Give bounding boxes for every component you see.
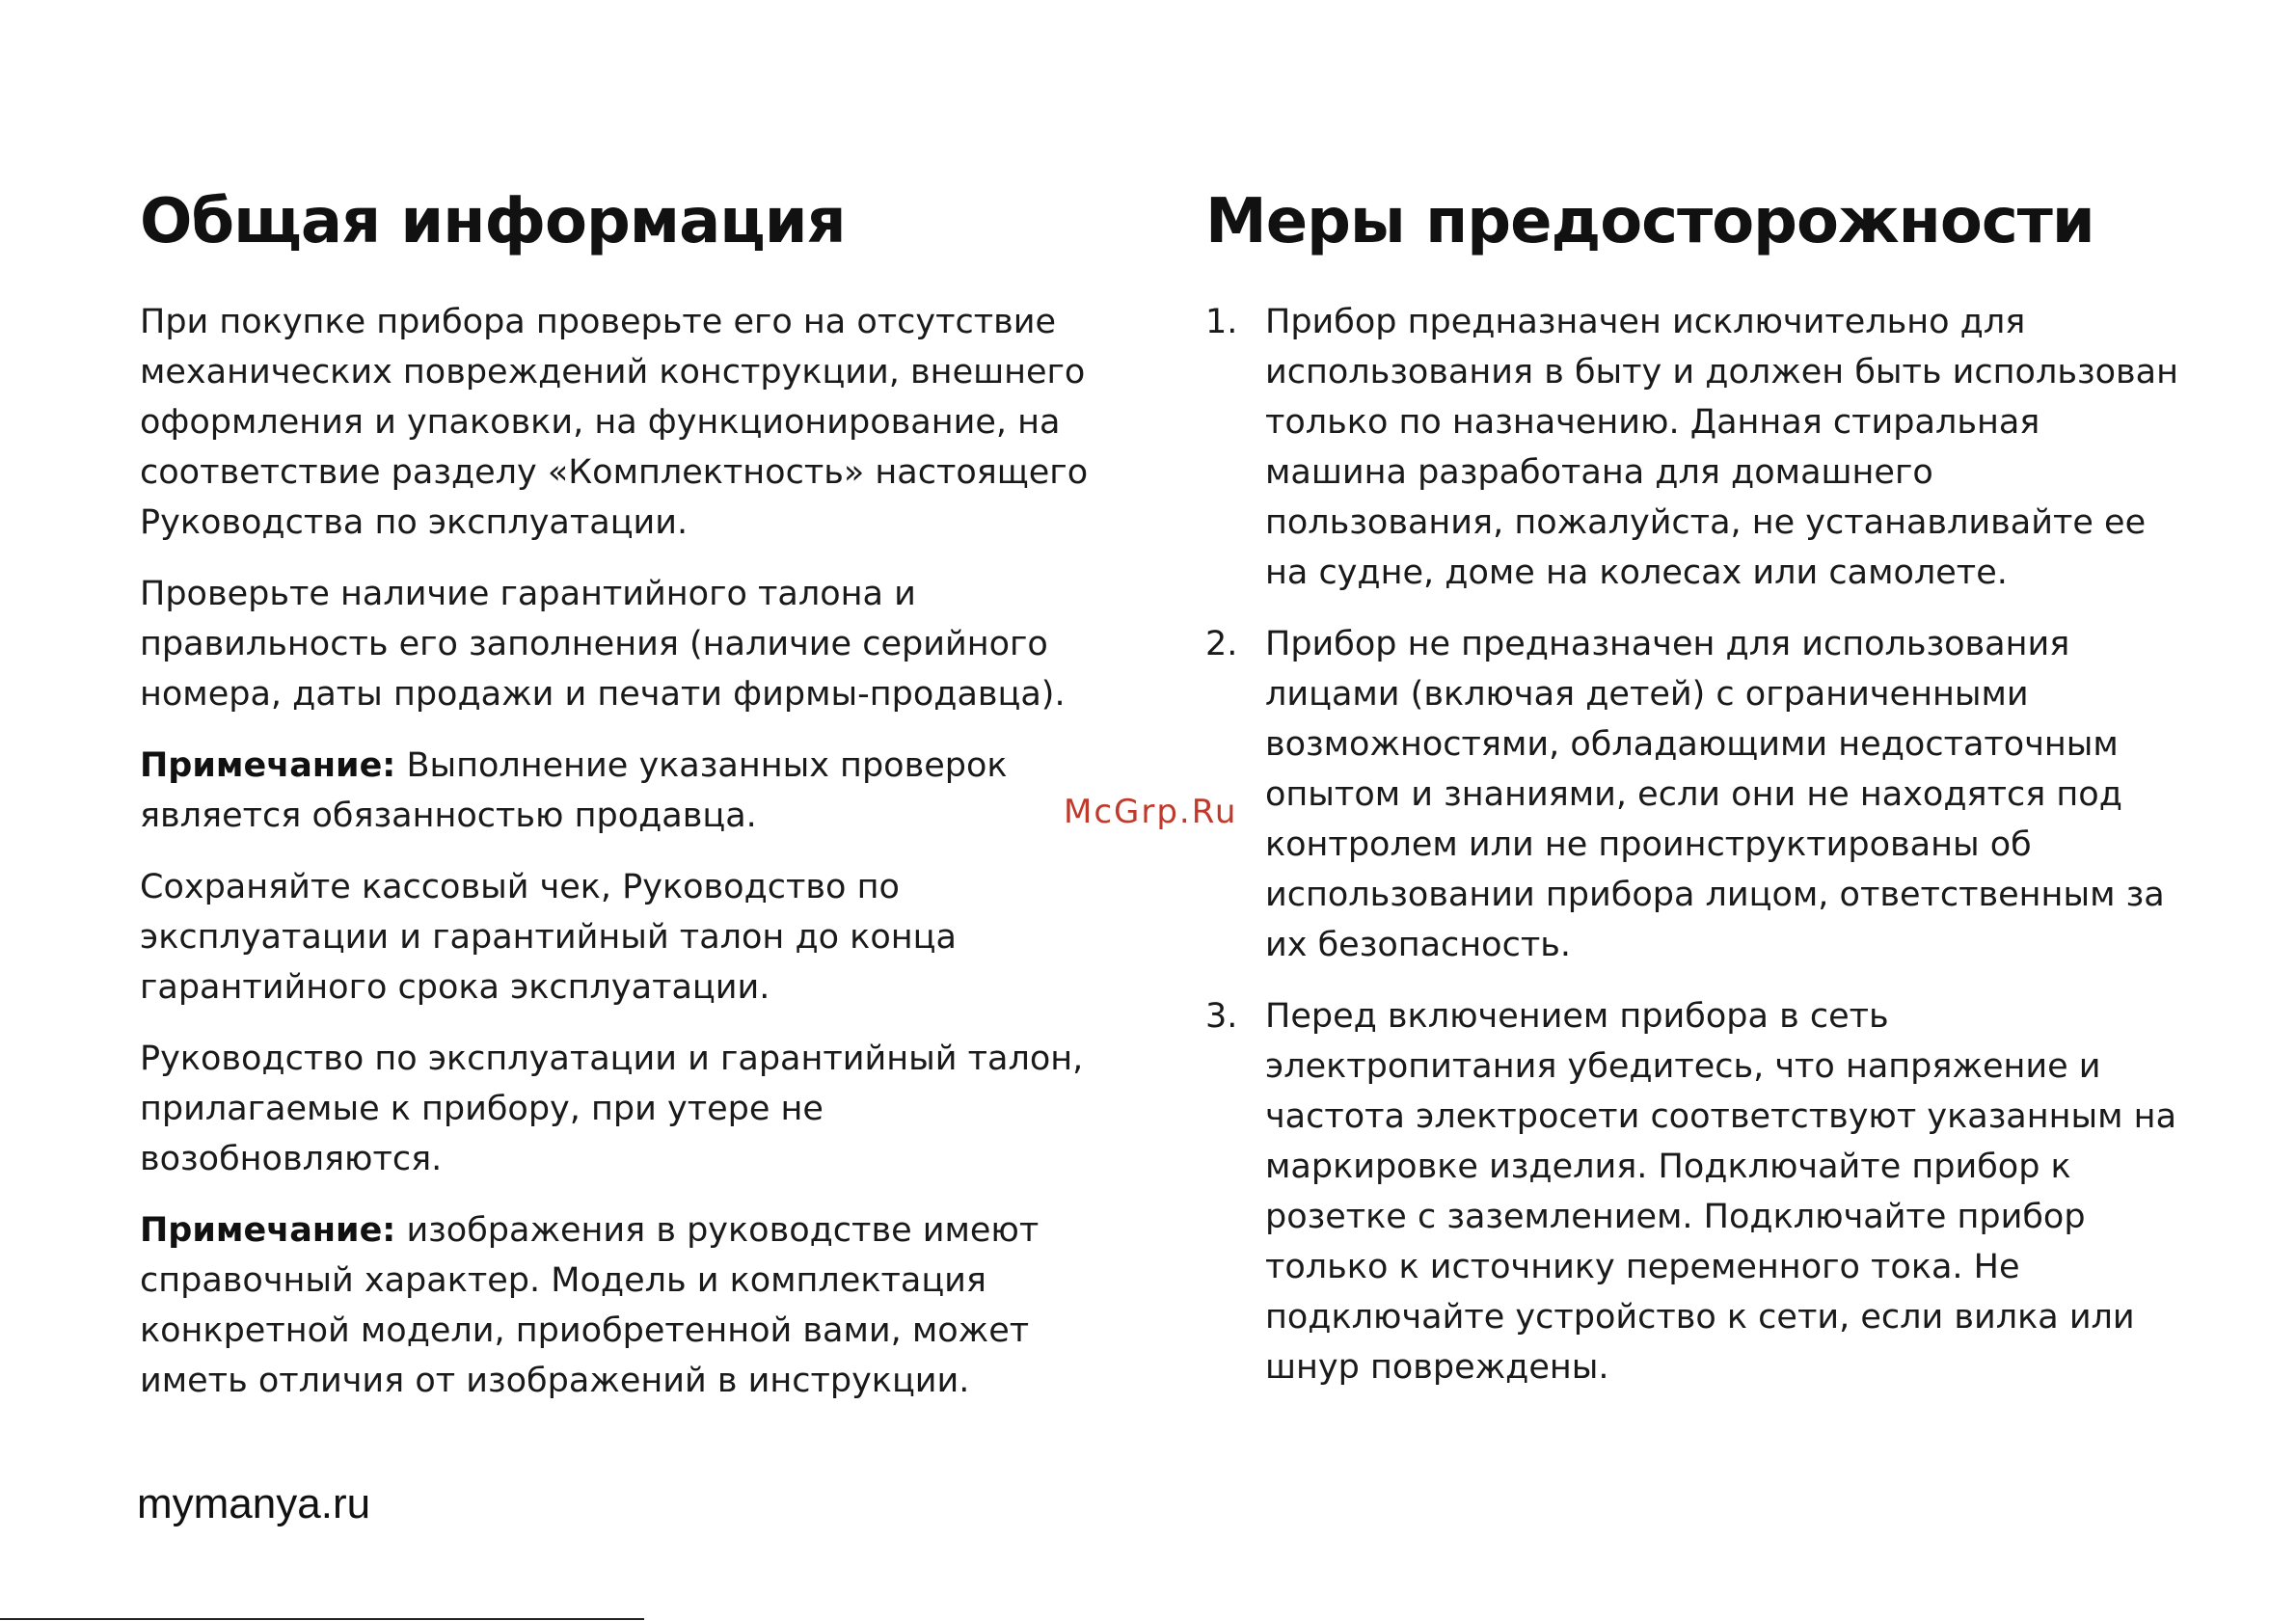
general-info-paragraph: [140, 569, 1104, 719]
precaution-item: [1205, 991, 2179, 1392]
general-info-paragraph: [140, 862, 1104, 1013]
paragraph-text: При покупке прибора проверьте его на отсутствие механических повреждений конструкции, внешнего оформления и упаковки, на функционирование, на соответствие разделу «Комплектность» настоящего Руководства по эксплуатации.: [140, 303, 1089, 542]
precautions-list: [1205, 297, 2179, 1392]
paragraph-text: Руководство по эксплуатации и гарантийный талон, прилагаемые к прибору, при утере не возобновляются.: [140, 1040, 1084, 1178]
paragraph-text: Выполнение указанных проверок является обязанностью продавца.: [140, 746, 1008, 835]
paragraph-text: изображения в руководстве имеют справочный характер. Модель и комплектация конкретной модели, приобретенной вами, может иметь отличия от изображений в инструкции.: [140, 1211, 1040, 1400]
precautions-column: [1205, 183, 2179, 1414]
paragraph-note-label: Примечание:: [140, 746, 396, 785]
general-info-paragraph: [140, 1034, 1104, 1184]
precaution-number: 2.: [1205, 625, 1238, 663]
precautions-title: Меры предосторожности: [1205, 186, 2094, 257]
general-info-column: [140, 183, 1104, 1427]
general-info-note: [140, 741, 1104, 841]
footer-site-name: mymanya.ru: [137, 1480, 371, 1527]
precaution-item: [1205, 297, 2179, 598]
general-info-paragraph: [140, 297, 1104, 548]
paragraph-text: Проверьте наличие гарантийного талона и правильность его заполнения (наличие серийного номера, даты продажи и печати фирмы-продавца).: [140, 575, 1066, 714]
precaution-item: [1205, 619, 2179, 970]
precaution-number: 1.: [1205, 303, 1238, 341]
paragraph-text: Сохраняйте кассовый чек, Руководство по эксплуатации и гарантийный талон до конца гарантийного срока эксплуатации.: [140, 868, 957, 1007]
watermark-text: McGrp.Ru: [1064, 793, 1238, 831]
precaution-text: Прибор не предназначен для использования лицами (включая детей) с ограниченными возможностями, обладающими недостаточным опытом и знаниями, если они не находятся под контролем или не проинструктированы об использовании прибора лицом, ответственным за их безопасность.: [1265, 625, 2165, 964]
general-info-title: Общая информация: [140, 186, 846, 257]
precaution-text: Прибор предназначен исключительно для использования в быту и должен быть использован только по назначению. Данная стиральная машина разработана для домашнего пользования, пожалуйста, не устанавливайте ее на судне, доме на колесах или самолете.: [1265, 303, 2178, 592]
general-info-note: [140, 1205, 1104, 1406]
bottom-divider: [0, 1618, 644, 1620]
precaution-number: 3.: [1205, 997, 1238, 1036]
precaution-text: Перед включением прибора в сеть электропитания убедитесь, что напряжение и частота электросети соответствуют указанным на маркировке изделия. Подключайте прибор к розетке с заземлением. Подключайте прибор только к источнику переменного тока. Не подключайте устройство к сети, если вилка или шнур повреждены.: [1265, 997, 2177, 1387]
paragraph-note-label: Примечание:: [140, 1211, 396, 1250]
